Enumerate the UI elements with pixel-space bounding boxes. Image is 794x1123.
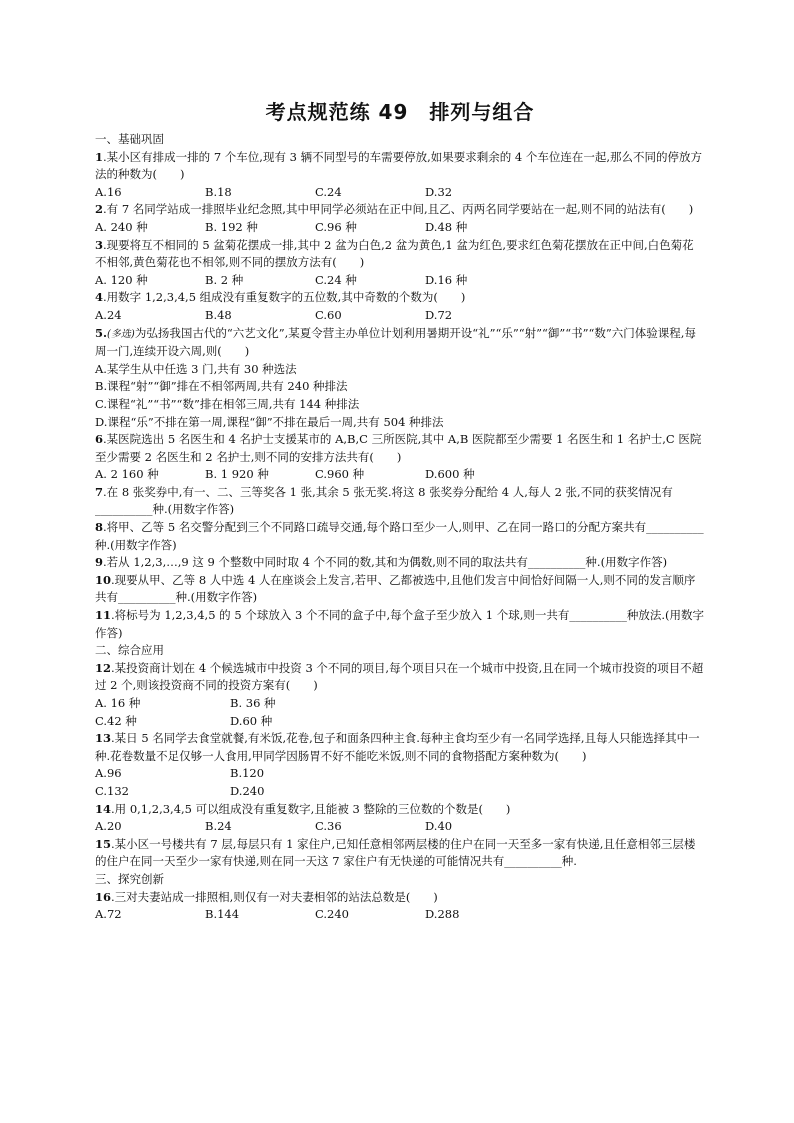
multi-select-tag: (多选) <box>107 328 135 340</box>
question-number: 1 <box>95 149 104 164</box>
question-3 <box>95 237 705 272</box>
question-number: 6 <box>95 432 104 447</box>
question-15 <box>95 836 705 871</box>
option-c: C.42 种 <box>95 713 137 728</box>
question-text: .若从 1,2,3,…,9 这 9 个整数中同时取 4 个不同的数,其和为偶数,则不同的取法共有__________种.(用数字作答) <box>103 555 668 570</box>
section-heading: 一、基础巩固 <box>95 132 164 146</box>
option-a: A.某学生从中任选 3 门,共有 30 种选法 <box>95 361 297 376</box>
question-text: .某小区有排成一排的 7 个车位,现有 3 辆不同型号的车需要停放,如果要求剩余的 4 个车位连在一起,那么不同的停放方法的种数为( ) <box>95 149 703 182</box>
option-a: A.16 <box>95 184 122 199</box>
question-number: 2 <box>95 202 104 217</box>
question-number: 3 <box>95 237 104 252</box>
option-d: D.288 <box>425 907 460 922</box>
question-number: 12 <box>95 660 112 675</box>
question-text: .用数字 1,2,3,4,5 组成没有重复数字的五位数,其中奇数的个数为( ) <box>103 290 466 305</box>
question-2 <box>95 201 705 219</box>
question-text: .某投资商计划在 4 个候选城市中投资 3 个不同的项目,每个项目只在一个城市中投资,且在同一个城市投资的项目不超过 2 个,则该投资商不同的投资方案有( ) <box>95 660 704 693</box>
option-c: C.60 <box>315 307 342 322</box>
option-d: D.600 种 <box>425 467 475 482</box>
options-row <box>95 906 705 924</box>
option-b: B.48 <box>205 307 232 322</box>
option-a: A. 16 种 <box>95 696 141 710</box>
option-b: B.24 <box>205 819 232 834</box>
option-d: D.240 <box>230 783 265 798</box>
option-d: D.16 种 <box>425 272 468 287</box>
question-1 <box>95 149 705 184</box>
option-c: C.24 <box>315 184 342 199</box>
question-number: 9 <box>95 555 104 570</box>
options-row <box>95 307 705 325</box>
question-11 <box>95 607 705 642</box>
question-text: .三对夫妻站成一排照相,则仅有一对夫妻相邻的站法总数是( ) <box>111 889 438 904</box>
question-text: .在 8 张奖券中,有一、二、三等奖各 1 张,其余 5 张无奖.将这 8 张奖券分配给 4 人,每人 2 张,不同的获奖情况有__________种.(用数字作答) <box>95 484 673 517</box>
question-13 <box>95 730 705 765</box>
question-16 <box>95 889 705 907</box>
option-c: C.240 <box>315 907 349 922</box>
options-grid <box>95 765 705 800</box>
question-text: .某日 5 名同学去食堂就餐,有米饭,花卷,包子和面条四种主食.每种主食均至少有一名同学选择,且每人只能选择其中一种.花卷数量不足仅够一人食用,甲同学因肠胃不好不能吃米饭,则不同的食物搭配方案种数为( ) <box>95 731 700 763</box>
question-number: 11 <box>95 608 112 623</box>
option-c: C.课程“礼”“书”“数”排在相邻三周,共有 144 种排法 <box>95 396 360 411</box>
question-text: .将标号为 1,2,3,4,5 的 5 个球放入 3 个不同的盒子中,每个盒子至少放入 1 个球,则一共有__________种放法.(用数字作答) <box>95 608 705 640</box>
option-d: D.72 <box>425 307 453 322</box>
options-grid <box>95 695 705 730</box>
question-number: 15 <box>95 836 112 851</box>
section-heading: 三、探究创新 <box>95 871 164 886</box>
question-5: 5.(多选)为弘扬我国古代的“六艺文化”,某夏令营主办单位计划利用暑期开设“礼”“乐”“射”“御”“书”“数”六门体验课程,每周一门,连续开设六周,则( ) <box>95 325 696 359</box>
options-row <box>95 272 705 290</box>
option-b: B.144 <box>205 907 240 922</box>
option-a: A. 2 160 种 <box>95 467 159 482</box>
question-12 <box>95 660 705 695</box>
option-b: B. 2 种 <box>205 272 244 287</box>
question-6 <box>95 431 705 466</box>
option-b: B. 1 920 种 <box>205 467 269 482</box>
option-b: B. 192 种 <box>205 219 258 234</box>
option-b: B.120 <box>230 766 265 781</box>
question-number: 4 <box>95 290 104 305</box>
question-number: 8 <box>95 520 104 535</box>
question-number: 7 <box>95 484 104 499</box>
question-number: 10 <box>95 572 112 587</box>
question-text: .现要将互不相同的 5 盆菊花摆成一排,其中 2 盆为白色,2 盆为黄色,1 盆为红色,要求红色菊花摆放在正中间,白色菊花不相邻,黄色菊花也不相邻,则不同的摆放方法有( ) <box>95 237 694 270</box>
options-row <box>95 818 705 836</box>
question-text: .某小区一号楼共有 7 层,每层只有 1 家住户,已知任意相邻两层楼的住户在同一天至多一家有快递,且任意相邻三层楼的住户在同一天至少一家有快递,则在同一天这 7 家住户有无快递的可能情况共有__________种. <box>95 836 696 869</box>
question-text: .将甲、乙等 5 名交警分配到三个不同路口疏导交通,每个路口至少一人,则甲、乙在同一路口的分配方案共有__________种.(用数字作答) <box>95 520 704 552</box>
question-8 <box>95 519 705 554</box>
option-b: B.课程“射”“御”排在不相邻两周,共有 240 种排法 <box>95 379 348 394</box>
option-a: A.24 <box>95 307 122 322</box>
options-row <box>95 184 705 202</box>
question-number: 5 <box>95 325 104 340</box>
option-b: B.18 <box>205 184 232 199</box>
question-14 <box>95 801 705 819</box>
option-a: A.72 <box>95 907 122 922</box>
options-row <box>95 219 705 237</box>
question-number: 14 <box>95 801 112 816</box>
options-row <box>95 466 705 484</box>
question-number: 13 <box>95 731 112 746</box>
question-10 <box>95 572 705 607</box>
option-c: C.960 种 <box>315 467 365 482</box>
question-text: .有 7 名同学站成一排照毕业纪念照,其中甲同学必须站在正中间,且乙、丙两名同学要站在一起,则不同的站法有( ) <box>103 202 694 217</box>
question-number: 16 <box>95 889 112 904</box>
question-text: .用 0,1,2,3,4,5 可以组成没有重复数字,且能被 3 整除的三位数的个数是( ) <box>111 801 511 816</box>
page-title: 考点规范练 49 排列与组合 <box>265 100 535 124</box>
option-a: A. 240 种 <box>95 219 148 234</box>
option-c: C.36 <box>315 819 342 834</box>
option-d: D.48 种 <box>425 219 468 234</box>
question-7 <box>95 484 705 519</box>
option-c: C.24 种 <box>315 272 357 287</box>
question-9 <box>95 554 705 572</box>
question-text: 为弘扬我国古代的“六艺文化”,某夏令营主办单位计划利用暑期开设“礼”“乐”“射”“御”“书”“数”六门体验课程,每周一门,连续开设六周,则( ) <box>95 325 696 359</box>
option-d: D.课程“乐”不排在第一周,课程“御”不排在最后一周,共有 504 种排法 <box>95 414 444 429</box>
option-d: D.60 种 <box>230 713 273 728</box>
option-d: D.32 <box>425 184 453 199</box>
question-4 <box>95 289 705 307</box>
question-text: .某医院选出 5 名医生和 4 名护士支援某市的 A,B,C 三所医院,其中 A,B 医院都至少需要 1 名医生和 1 名护士,C 医院至少需要 2 名医生和 2 名护士,则不同的安排方法共有( ) <box>95 432 702 464</box>
option-c: C.132 <box>95 783 129 798</box>
option-c: C.96 种 <box>315 219 357 234</box>
option-d: D.40 <box>425 819 453 834</box>
option-a: A.96 <box>95 766 122 781</box>
option-b: B. 36 种 <box>230 696 276 710</box>
section-heading: 二、综合应用 <box>95 643 164 658</box>
option-a: A. 120 种 <box>95 272 148 287</box>
option-a: A.20 <box>95 819 122 834</box>
worksheet <box>95 96 705 924</box>
question-text: .现要从甲、乙等 8 人中选 4 人在座谈会上发言,若甲、乙都被选中,且他们发言中间恰好间隔一人,则不同的发言顺序共有__________种.(用数字作答) <box>95 572 696 605</box>
